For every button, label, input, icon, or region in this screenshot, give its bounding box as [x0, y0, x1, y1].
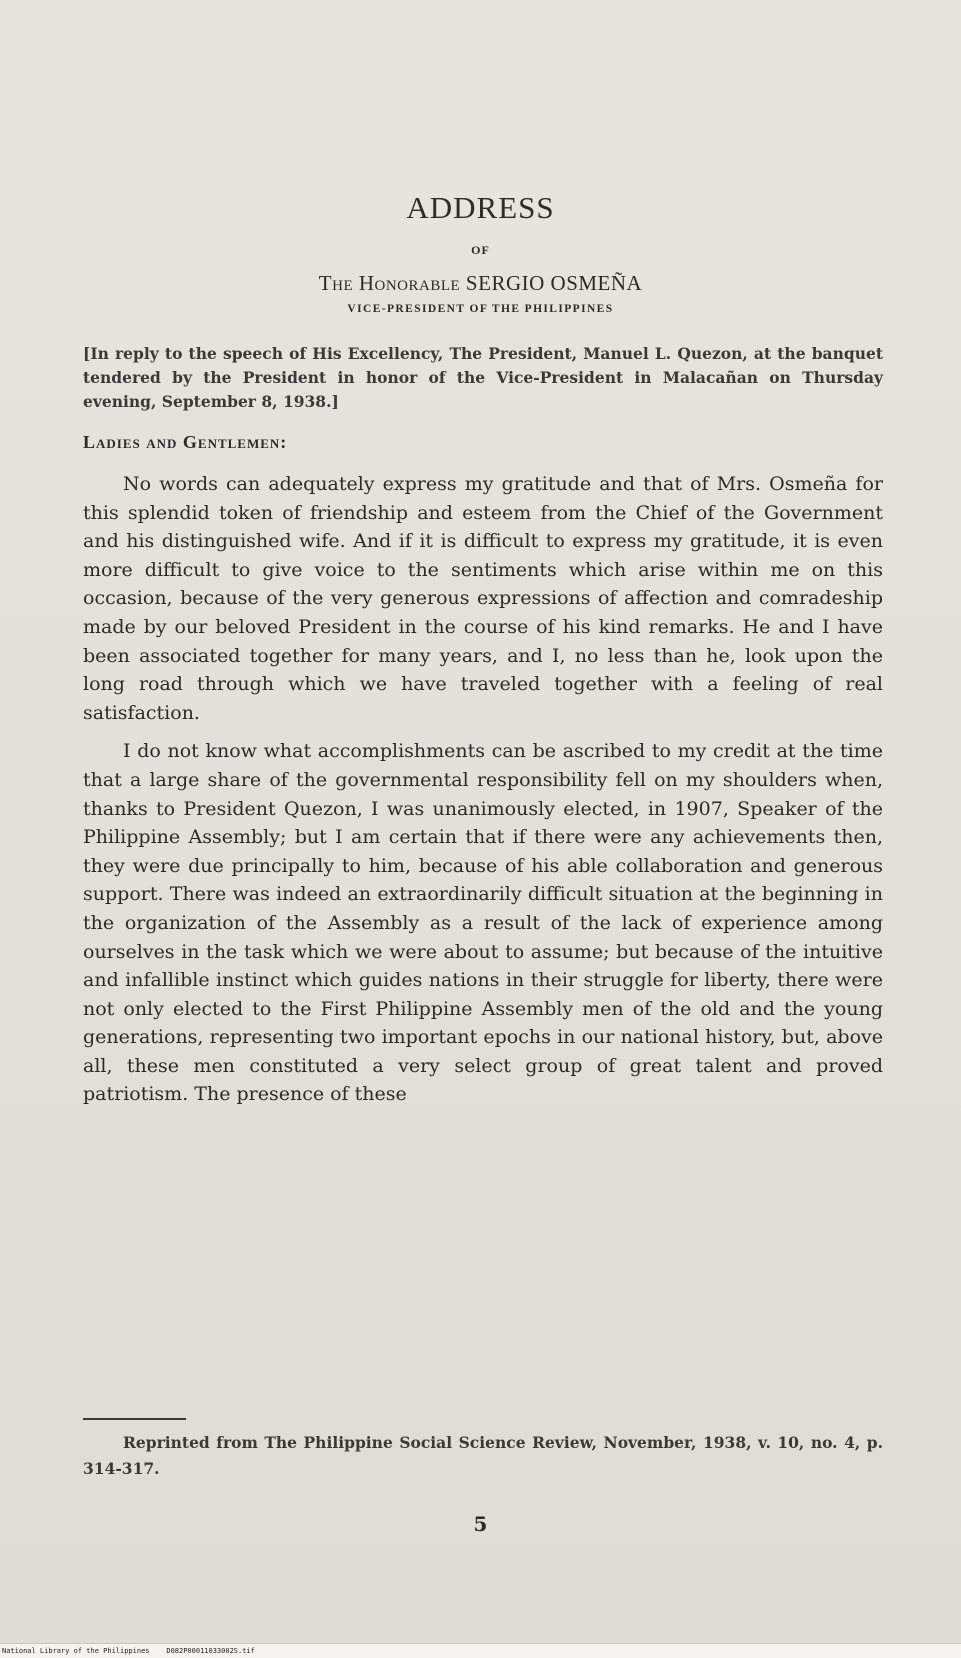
footnote: Reprinted from The Philippine Social Science Review, November, 1938, v. 10, no. 4, p. 314-317.	[83, 1433, 883, 1478]
speech-body	[83, 470, 883, 1119]
paragraph: I do not know what accomplishments can be ascribed to my credit at the time that a large share of the governmental responsibility fell on my shoulders when, thanks to President Quezon, I was unanimously elected, in 1907, Speaker of the Philippine Assembly; but I am certain that if there were any achievements then, they were due principally to him, because of his able collaboration and generous support. There was indeed an extraordinarily difficult situation at the beginning in the organization of the Assembly as a result of the lack of experience among ourselves in the task which we were about to assume; but because of the intuitive and infallible instinct which guides nations in their struggle for liberty, there were not only elected to the First Philippine Assembly men of the old and the young generations, representing two important epochs in our national history, but, above all, these men constituted a very select group of great talent and proved patriotism. The presence of these	[83, 740, 883, 1106]
intro-note: [In reply to the speech of His Excellency, The President, Manuel L. Quezon, at the banquet tendered by the President in honor of the Vice-President in Malacañan on Thursday evening, September 8, 1938.]	[83, 344, 883, 411]
speaker-office: VICE-PRESIDENT OF THE PHILIPPINES	[347, 303, 614, 315]
title-connector: OF	[471, 243, 490, 257]
salutation: Ladies and Gentlemen:	[83, 432, 288, 452]
scan-footer: National Library of the Philippines D082P00011033002S.tif	[0, 1643, 961, 1658]
speaker-name: The Honorable SERGIO OSMEÑA	[318, 271, 643, 295]
paragraph: No words can adequately express my gratitude and that of Mrs. Osmeña for this splendid token of friendship and esteem from the Chief of the Government and his distinguished wife. And if it is difficult to express my gratitude, it is even more difficult to give voice to the sentiments which arise within me on this occasion, because of the very generous expressions of affection and comradeship made by our beloved President in the course of his kind remarks. He and I have been associated together for many years, and I, no less than he, look upon the long road through which we have traveled together with a feeling of real satisfaction.	[83, 473, 883, 724]
page-number: 5	[473, 1512, 488, 1536]
footnote-divider	[83, 1418, 186, 1420]
page-title: ADDRESS	[406, 190, 555, 225]
